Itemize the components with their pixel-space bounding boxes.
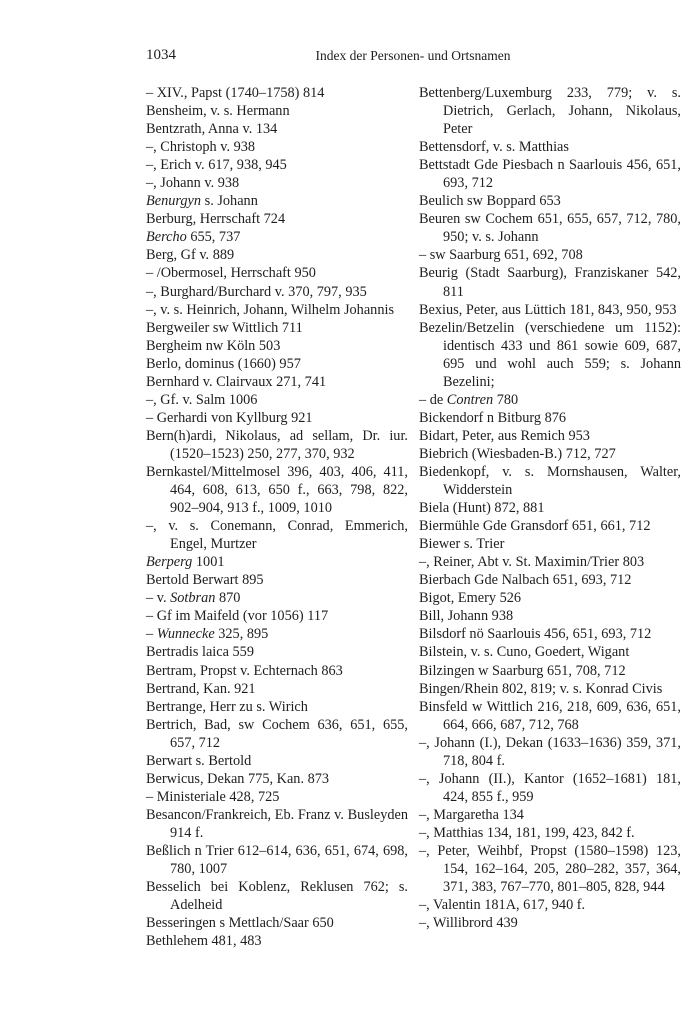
- index-entry: [419, 264, 681, 300]
- index-entry: [146, 463, 408, 517]
- index-entry-text: Biela (Hunt) 872, 881: [419, 500, 545, 517]
- index-entry-text: Beuren sw Cochem 651, 655, 657, 712, 780, 950; v. s. Johann: [419, 211, 681, 246]
- index-entry: [419, 84, 681, 138]
- index-entry-text: –, v. s. Heinrich, Johann, Wilhelm Johannis: [146, 301, 395, 318]
- index-entry-text: –, Peter, Weihbf, Propst (1580–1598) 123, 154, 162–164, 205, 280–282, 357, 364, 371, 383, 767–770, 801–805, 828, 944: [419, 842, 681, 896]
- index-entry-text: –, Christoph v. 938: [146, 139, 256, 156]
- index-entry-text: Bilzingen w Saarburg 651, 708, 712: [419, 662, 626, 679]
- index-entry-text: –, Margaretha 134: [419, 806, 524, 823]
- index-entry-text: –, Johann v. 938: [146, 175, 240, 192]
- index-entry: [419, 607, 681, 625]
- index-entry-text: 780: [493, 391, 519, 408]
- index-entry-text: –, Matthias 134, 181, 199, 423, 842 f.: [419, 824, 635, 841]
- index-entry: [419, 427, 681, 445]
- index-entry: [419, 734, 681, 770]
- index-entry: [146, 842, 408, 878]
- index-entry-text: Bertradis laica 559: [146, 644, 254, 661]
- index-entry-text: Besancon/Frankreich, Eb. Franz v. Busleyden 914 f.: [146, 806, 408, 841]
- index-entry-text: –: [146, 626, 157, 643]
- index-entry-text: 655, 737: [186, 229, 241, 246]
- index-entry-text: –, Reiner, Abt v. St. Maximin/Trier 803: [419, 554, 645, 571]
- index-entry-text: Bertrich, Bad, sw Cochem 636, 651, 655, 657, 712: [146, 716, 408, 751]
- index-entry: [419, 409, 681, 427]
- index-entry-text: s. Johann: [201, 193, 258, 210]
- index-entry: [419, 842, 681, 896]
- index-entry-text: – Gf im Maifeld (vor 1056) 117: [146, 608, 329, 625]
- index-entry-text: Bingen/Rhein 802, 819; v. s. Konrad Civis: [419, 680, 663, 697]
- running-title: Index der Personen- und Ortsnamen: [315, 48, 511, 63]
- index-entry: [146, 102, 408, 120]
- index-entry-italic-text: Contren: [446, 391, 494, 408]
- index-entry-text: – v.: [146, 590, 171, 607]
- index-entry-italic-text: Berperg: [146, 554, 193, 571]
- index-entry: [146, 716, 408, 752]
- index-entry: [419, 914, 681, 932]
- index-entry-text: –, Erich v. 617, 938, 945: [146, 157, 287, 174]
- index-entry-text: 1001: [192, 554, 225, 571]
- index-entry-text: –, Willibrord 439: [419, 915, 518, 932]
- index-entry-text: Biewer s. Trier: [419, 536, 505, 553]
- index-entry-text: Bertrange, Herr zu s. Wirich: [146, 698, 308, 715]
- index-entry: [419, 698, 681, 734]
- index-entry: [419, 391, 681, 409]
- index-entry-text: Bethlehem 481, 483: [146, 933, 262, 950]
- index-entry-text: Bettstadt Gde Piesbach n Saarlouis 456, 651, 693, 712: [419, 157, 681, 192]
- index-entry-italic-text: Bercho: [146, 229, 187, 246]
- index-entry-text: – sw Saarburg 651, 692, 708: [419, 247, 583, 264]
- index-entry-text: Bernkastel/Mittelmosel 396, 403, 406, 411, 464, 608, 613, 650 f., 663, 798, 822, 902–904, 913 f., 1009, 1010: [146, 463, 408, 517]
- index-entry-italic-text: Benurgyn: [146, 193, 202, 210]
- index-entry: [146, 680, 408, 698]
- index-entry-text: Bergweiler sw Wittlich 711: [146, 319, 303, 336]
- index-entry-text: Bettensdorf, v. s. Matthias: [419, 139, 569, 156]
- index-entry-text: Bigot, Emery 526: [419, 590, 522, 607]
- index-entry-text: Bentzrath, Anna v. 134: [146, 121, 278, 138]
- index-entry-italic-text: Sotbran: [170, 590, 216, 607]
- index-entry: [146, 643, 408, 661]
- index-entry: [146, 210, 408, 228]
- index-entry-text: – de: [419, 391, 447, 408]
- index-entry: [146, 373, 408, 391]
- index-entry: [146, 788, 408, 806]
- index-entry: [419, 463, 681, 499]
- index-entry: [146, 355, 408, 373]
- index-entry-text: Berlo, dominus (1660) 957: [146, 355, 301, 372]
- index-entry-text: Beurig (Stadt Saarburg), Franziskaner 542, 811: [419, 265, 681, 300]
- index-entry-text: Beßlich n Trier 612–614, 636, 651, 674, 698, 780, 1007: [146, 842, 408, 878]
- index-entry-text: Biebrich (Wiesbaden-B.) 712, 727: [419, 445, 616, 462]
- index-entry: [419, 770, 681, 806]
- index-entry-text: Bexius, Peter, aus Lüttich 181, 843, 950, 953: [419, 301, 677, 318]
- index-entry: [146, 409, 408, 427]
- index-entry-italic-text: Wunnecke: [156, 626, 215, 643]
- index-entry-text: Bidart, Peter, aus Remich 953: [419, 427, 590, 444]
- index-entry-text: Bertrand, Kan. 921: [146, 680, 256, 697]
- index-entry-text: Berburg, Herrschaft 724: [146, 211, 286, 228]
- index-entry-text: Bertold Berwart 895: [146, 572, 264, 589]
- index-entry-text: Beulich sw Boppard 653: [419, 193, 561, 210]
- index-entry: [146, 589, 408, 607]
- index-entry: [419, 535, 681, 553]
- index-entry-text: Bergheim nw Köln 503: [146, 337, 281, 354]
- index-entry: [146, 301, 408, 319]
- index-entry: [146, 156, 408, 174]
- index-entry: [419, 499, 681, 517]
- index-entry-text: Binsfeld w Wittlich 216, 218, 609, 636, 651, 664, 666, 687, 712, 768: [419, 698, 681, 733]
- index-entry: [146, 806, 408, 842]
- index-entry: [146, 914, 408, 932]
- index-entry: [146, 192, 408, 210]
- index-entry: [419, 156, 681, 192]
- index-entry-text: Bernhard v. Clairvaux 271, 741: [146, 373, 327, 390]
- index-entry-text: Biedenkopf, v. s. Mornshausen, Walter, Widderstein: [419, 463, 681, 499]
- index-entry-text: –, Gf. v. Salm 1006: [146, 391, 258, 408]
- page-header: [146, 47, 680, 67]
- index-entry: [419, 625, 681, 643]
- index-entry: [419, 445, 681, 463]
- index-entry: [146, 932, 408, 950]
- index-entry: [146, 120, 408, 138]
- index-entry: [419, 246, 681, 264]
- index-entry: [146, 228, 408, 246]
- index-entry-text: Bilsdorf nö Saarlouis 456, 651, 693, 712: [419, 626, 652, 643]
- index-entry-text: –, Johann (I.), Dekan (1633–1636) 359, 371, 718, 804 f.: [419, 734, 681, 769]
- index-entry-text: Bern(h)ardi, Nikolaus, ad sellam, Dr. iur. (1520–1523) 250, 277, 370, 932: [146, 427, 408, 462]
- index-entry-text: – Gerhardi von Kyllburg 921: [146, 409, 313, 426]
- index-entry: [419, 571, 681, 589]
- index-entry: [146, 698, 408, 716]
- index-entry: [146, 84, 408, 102]
- index-entry: [146, 264, 408, 282]
- index-entry: [146, 427, 408, 463]
- index-entry-text: – /Obermosel, Herrschaft 950: [146, 265, 316, 282]
- index-entry-text: –, v. s. Conemann, Conrad, Emmerich, Engel, Murtzer: [146, 518, 408, 553]
- index-entry: [146, 174, 408, 192]
- page-number: 1034: [146, 47, 176, 63]
- index-entry-text: Bilstein, v. s. Cuno, Goedert, Wigant: [419, 644, 630, 661]
- index-entry-text: Bensheim, v. s. Hermann: [146, 103, 290, 120]
- index-entry: [419, 806, 681, 824]
- index-entry-text: Bertram, Propst v. Echternach 863: [146, 662, 343, 679]
- index-entry: [146, 752, 408, 770]
- index-entry: [419, 301, 681, 319]
- index-entry-text: –, Johann (II.), Kantor (1652–1681) 181, 424, 855 f., 959: [419, 770, 681, 805]
- index-column-right: [419, 84, 681, 932]
- index-entry-text: Bill, Johann 938: [419, 608, 514, 625]
- index-entry: [146, 607, 408, 625]
- index-entry-text: 870: [215, 590, 241, 607]
- index-entry-text: – XIV., Papst (1740–1758) 814: [146, 85, 325, 101]
- index-entry-text: –, Valentin 181A, 617, 940 f.: [419, 897, 586, 914]
- index-entry: [146, 625, 408, 643]
- index-entry-text: 325, 895: [214, 626, 269, 643]
- index-entry-text: Berwicus, Dekan 775, Kan. 873: [146, 770, 330, 787]
- index-entry-text: Besselich bei Koblenz, Reklusen 762; s. Adelheid: [146, 879, 408, 914]
- index-entry: [146, 517, 408, 553]
- index-entry: [419, 589, 681, 607]
- index-entry: [419, 896, 681, 914]
- index-entry: [146, 138, 408, 156]
- index-entry-text: Biermühle Gde Gransdorf 651, 661, 712: [419, 518, 651, 535]
- index-entry: [146, 283, 408, 301]
- index-entry-text: Bickendorf n Bitburg 876: [419, 409, 567, 426]
- index-entry: [419, 192, 681, 210]
- index-entry: [146, 662, 408, 680]
- index-entry: [146, 319, 408, 337]
- index-entry: [419, 517, 681, 535]
- index-entry-text: Besseringen s Mettlach/Saar 650: [146, 915, 334, 932]
- index-entry: [146, 878, 408, 914]
- index-entry-text: Bettenberg/Luxemburg 233, 779; v. s. Dietrich, Gerlach, Johann, Nikolaus, Peter: [419, 85, 681, 138]
- index-entry: [146, 770, 408, 788]
- index-entry: [419, 824, 681, 842]
- index-entry: [146, 246, 408, 264]
- index-entry-text: Bezelin/Betzelin (verschiedene um 1152): identisch 433 und 861 sowie 609, 687, 695 und wohl auch 559; s. Johann Bezelini;: [419, 319, 681, 390]
- index-entry: [419, 680, 681, 698]
- index-entry: [146, 553, 408, 571]
- index-entry: [146, 337, 408, 355]
- index-entry-text: Berwart s. Bertold: [146, 752, 252, 769]
- index-entry: [419, 643, 681, 661]
- index-entry: [419, 138, 681, 156]
- index-entry: [146, 571, 408, 589]
- index-entry: [146, 391, 408, 409]
- index-entry: [419, 319, 681, 391]
- index-entry-text: –, Burghard/Burchard v. 370, 797, 935: [146, 283, 367, 300]
- index-entry: [419, 553, 681, 571]
- index-column-left: [146, 84, 408, 950]
- index-entry-text: Berg, Gf v. 889: [146, 247, 235, 264]
- index-entry-text: – Ministeriale 428, 725: [146, 788, 280, 805]
- index-entry: [419, 662, 681, 680]
- index-entry-text: Bierbach Gde Nalbach 651, 693, 712: [419, 572, 632, 589]
- index-entry: [419, 210, 681, 246]
